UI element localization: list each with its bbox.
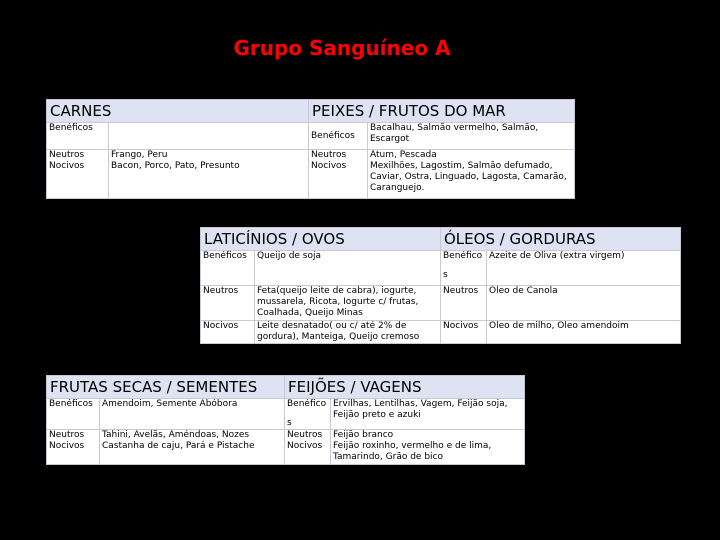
carnes-header: CARNES	[47, 100, 309, 123]
feijoes-beneficos-label	[285, 399, 331, 430]
oleos-neutros-label: Neutros	[441, 286, 487, 321]
laticinios-beneficos-label: Benéficos	[201, 251, 255, 286]
carnes-neutros-nocivos-values	[109, 150, 309, 199]
peixes-neutros-nocivos-values	[368, 150, 575, 199]
frutas-neutros-value: Tahini, Avelãs, Améndoas, Nozes	[102, 430, 250, 440]
peixes-table	[308, 99, 575, 199]
feijoes-header: FEIJÕES / VAGENS	[285, 376, 525, 399]
peixes-header: PEIXES / FRUTOS DO MAR	[309, 100, 575, 123]
peixes-beneficos-value: Bacalhau, Salmão vermelho, Salmão, Escargot	[368, 123, 575, 150]
peixes-nocivos-value: Mexilhões, Lagostim, Salmão defumado, Caviar, Ostra, Linguado, Lagosta, Camarão, Caranguejo.	[370, 161, 567, 193]
laticinios-nocivos-value: Leite desnatado( ou c/ até 2% de gordura), Manteiga, Queijo cremoso	[255, 321, 441, 344]
frutas-table	[46, 375, 285, 465]
feijoes-beneficos-label-line2: s	[287, 418, 292, 428]
laticinios-beneficos-value: Queijo de soja	[255, 251, 441, 286]
carnes-neutros-value: Frango, Peru	[111, 150, 168, 160]
carnes-table	[46, 99, 309, 199]
oleos-nocivos-label: Nocivos	[441, 321, 487, 344]
peixes-neutros-nocivos-labels	[309, 150, 368, 199]
frutas-header: FRUTAS SECAS / SEMENTES	[47, 376, 285, 399]
carnes-nocivos-label: Nocivos	[49, 161, 85, 171]
page-title: Grupo Sanguíneo A	[233, 36, 451, 60]
feijoes-nocivos-value: Feijão roxinho, vermelho e de lima, Tamarindo, Grão de bico	[333, 441, 492, 462]
oleos-header: ÓLEOS / GORDURAS	[441, 228, 681, 251]
laticinios-header: LATICÍNIOS / OVOS	[201, 228, 441, 251]
frutas-nocivos-value: Castanha de caju, Pará e Pistache	[102, 441, 255, 451]
feijoes-neutros-label: Neutros	[287, 430, 323, 440]
frutas-neutros-nocivos-labels	[47, 430, 100, 465]
oleos-beneficos-label-line1: Benéfico	[443, 251, 483, 261]
frutas-beneficos-value: Amendoim, Semente Abóbora	[100, 399, 285, 430]
oleos-beneficos-label-line2: s	[443, 270, 448, 280]
frutas-neutros-nocivos-values	[100, 430, 285, 465]
peixes-neutros-label: Neutros	[311, 150, 347, 160]
carnes-beneficos-label: Benéficos	[47, 123, 109, 150]
peixes-neutros-value: Atum, Pescada	[370, 150, 437, 160]
carnes-neutros-nocivos-labels	[47, 150, 109, 199]
frutas-neutros-label: Neutros	[49, 430, 85, 440]
carnes-nocivos-value: Bacon, Porco, Pato, Presunto	[111, 161, 240, 171]
feijoes-neutros-value: Feijão branco	[333, 430, 394, 440]
feijoes-neutros-nocivos-labels	[285, 430, 331, 465]
carnes-beneficos-value	[109, 123, 309, 150]
laticinios-neutros-label: Neutros	[201, 286, 255, 321]
laticinios-nocivos-label: Nocivos	[201, 321, 255, 344]
oleos-beneficos-value: Azeite de Oliva (extra virgem)	[487, 251, 681, 286]
oleos-nocivos-value: Óleo de milho, Óleo amendoim	[487, 321, 681, 344]
laticinios-table	[200, 227, 441, 344]
feijoes-beneficos-label-line1: Benéfico	[287, 399, 327, 409]
feijoes-nocivos-label: Nocivos	[287, 441, 323, 451]
oleos-table	[440, 227, 681, 344]
feijoes-beneficos-value: Ervilhas, Lentilhas, Vagem, Feijão soja, Feijão preto e azuki	[331, 399, 525, 430]
peixes-beneficos-label: Benéficos	[309, 123, 368, 150]
frutas-nocivos-label: Nocivos	[49, 441, 85, 451]
frutas-beneficos-label: Benéficos	[47, 399, 100, 430]
oleos-neutros-value: Óleo de Canola	[487, 286, 681, 321]
oleos-beneficos-label	[441, 251, 487, 286]
peixes-nocivos-label: Nocivos	[311, 161, 347, 171]
feijoes-table	[284, 375, 525, 465]
carnes-neutros-label: Neutros	[49, 150, 85, 160]
laticinios-neutros-value: Feta(queijo leite de cabra), iogurte, mussarela, Ricota, Iogurte c/ frutas, Coalhada, Queijo Minas	[255, 286, 441, 321]
feijoes-neutros-nocivos-values	[331, 430, 525, 465]
